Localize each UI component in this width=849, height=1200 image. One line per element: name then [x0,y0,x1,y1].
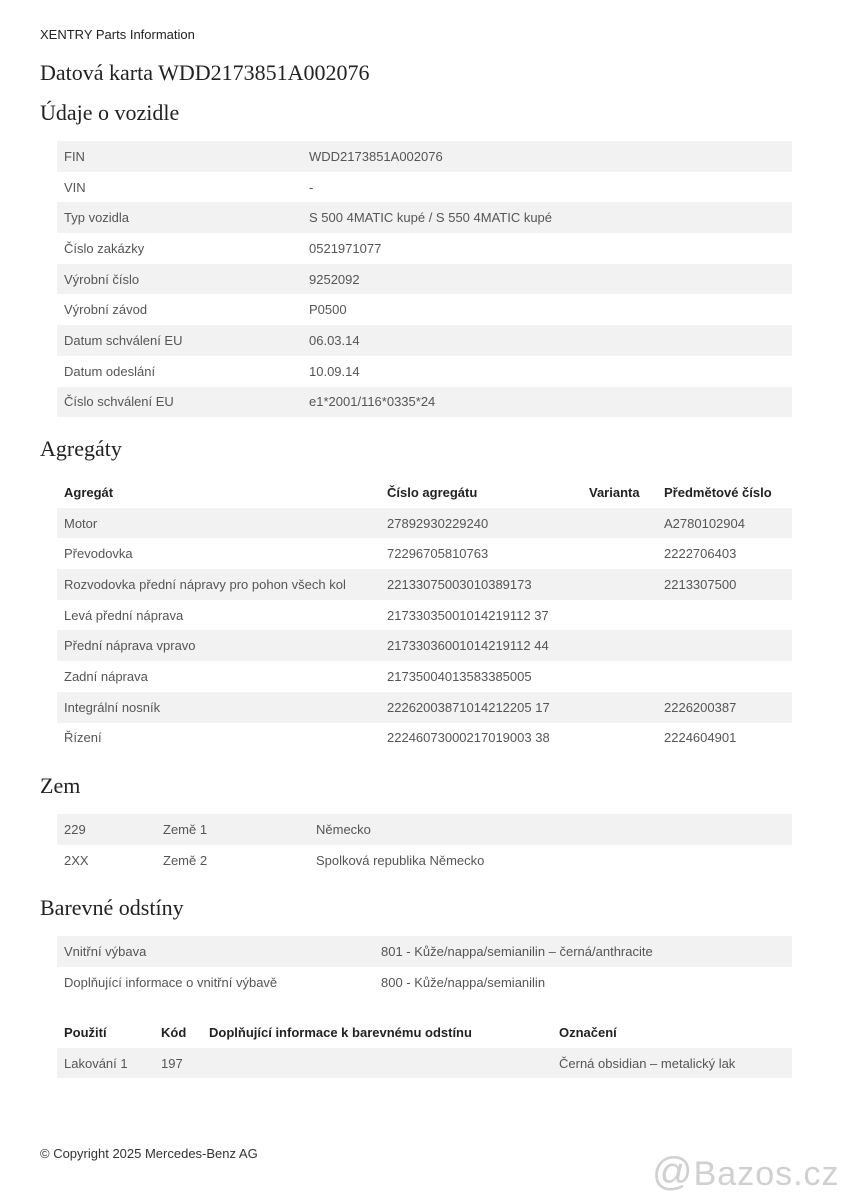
table-cell: 2213307500 [657,569,792,600]
table-cell [202,1048,552,1079]
table-row [57,692,792,723]
table-row [57,967,792,998]
table-row [57,814,792,845]
row-value: 9252092 [302,264,792,295]
table-cell: 22262003871014212205 17 [380,692,582,723]
row-label: Datum odeslání [64,363,156,379]
table-row [57,264,792,295]
table-cell: Přední náprava vpravo [57,630,380,661]
column-header: Označení [559,1024,617,1040]
table-row [57,141,792,172]
copyright: © Copyright 2025 Mercedes-Benz AG [40,1146,258,1161]
table-cell: Řízení [64,730,102,746]
table-row [57,723,792,754]
row-label: Datum schválení EU [57,325,302,356]
table-row [57,387,792,418]
watermark-at: @ [652,1150,694,1194]
watermark-logo [652,1150,840,1195]
page-title: Datová karta WDD2173851A002076 [40,60,370,85]
row-label: FIN [57,141,302,172]
country-heading: Zem [40,773,81,798]
table-cell: 27892930229240 [380,508,582,539]
table-cell [582,630,657,661]
row-label: VIN [64,179,86,195]
row-label: Vnitřní výbava [57,936,374,967]
table-cell: A2780102904 [657,508,792,539]
table-cell: 2222706403 [664,546,737,562]
table-row [57,569,792,600]
table-row [57,356,792,387]
table-cell: Země 2 [163,852,208,868]
table-row [57,630,792,661]
table-row [57,172,792,203]
table-cell: Integrální nosník [57,692,380,723]
table-cell: 21735004013583385005 [387,668,532,684]
table-cell [582,692,657,723]
country-table [57,814,792,875]
table-row [57,936,792,967]
row-value: S 500 4MATIC kupé / S 550 4MATIC kupé [302,202,792,233]
table-cell [582,538,657,569]
table-cell: 21733035001014219112 37 [387,607,549,623]
interior-table [57,936,792,997]
row-value: - [309,179,314,195]
table-cell: 2XX [64,852,89,868]
vehicle-table [57,141,792,417]
table-cell [582,661,657,692]
table-cell: Levá přední náprava [64,607,184,623]
colors-heading: Barevné odstíny [40,895,184,920]
row-value: P0500 [309,302,347,318]
column-header: Kód [161,1024,187,1040]
table-cell: 197 [154,1048,202,1079]
column-header: Předmětové číslo [664,484,772,500]
table-row [57,661,792,692]
table-cell [582,723,657,754]
table-cell: Lakování 1 [57,1048,154,1079]
table-cell: Převodovka [64,546,133,562]
table-row [57,538,792,569]
row-value: e1*2001/116*0335*24 [302,387,792,418]
row-value: WDD2173851A002076 [302,141,792,172]
table-header-row [57,477,792,508]
row-value: 06.03.14 [302,325,792,356]
column-header: Agregát [64,484,114,500]
aggregates-heading: Agregáty [40,436,122,461]
watermark-text: Bazos.cz [693,1155,840,1193]
paint-table [57,1017,792,1078]
table-cell: 2226200387 [657,692,792,723]
table-cell: 229 [57,814,156,845]
table-cell [582,569,657,600]
column-header: Použití [64,1024,107,1040]
table-cell: Motor [57,508,380,539]
column-header: Varianta [589,484,640,500]
table-cell: 22246073000217019003 38 [387,730,550,746]
table-cell: Černá obsidian – metalický lak [552,1048,792,1079]
table-cell: 21733036001014219112 44 [380,630,582,661]
row-value: 10.09.14 [309,363,360,379]
row-label: Výrobní závod [64,302,148,318]
table-row [57,600,792,631]
table-row [57,294,792,325]
row-label: Doplňující informace o vnitřní výbavě [64,974,278,990]
table-cell [657,630,792,661]
table-cell: 72296705810763 [387,546,489,562]
table-cell: Rozvodovka přední nápravy pro pohon všech kol [57,569,380,600]
table-row [57,325,792,356]
table-row [57,1048,792,1079]
vehicle-heading: Údaje o vozidle [40,100,180,125]
table-cell: Německo [309,814,792,845]
column-header: Číslo agregátu [387,484,478,500]
row-value: 800 - Kůže/nappa/semianilin [381,974,546,990]
table-cell: Země 1 [156,814,309,845]
table-cell [657,661,792,692]
row-label: Typ vozidla [57,202,302,233]
table-cell: Spolková republika Německo [316,852,485,868]
table-row [57,508,792,539]
table-row [57,845,792,876]
table-row [57,233,792,264]
table-cell: 2224604901 [664,730,737,746]
table-cell: Zadní náprava [64,668,148,684]
table-cell [582,600,657,631]
table-header-row [57,1017,792,1048]
table-cell: 22133075003010389173 [380,569,582,600]
aggregates-table [57,477,792,753]
table-cell [582,508,657,539]
table-row [57,202,792,233]
row-label: Číslo schválení EU [57,387,302,418]
column-header: Doplňující informace k barevnému odstínu [209,1024,472,1040]
table-cell [657,600,792,631]
row-value: 801 - Kůže/nappa/semianilin – černá/anthracite [374,936,792,967]
row-value: 0521971077 [309,240,382,256]
row-label: Výrobní číslo [57,264,302,295]
row-label: Číslo zakázky [64,240,145,256]
app-title: XENTRY Parts Information [40,27,195,42]
